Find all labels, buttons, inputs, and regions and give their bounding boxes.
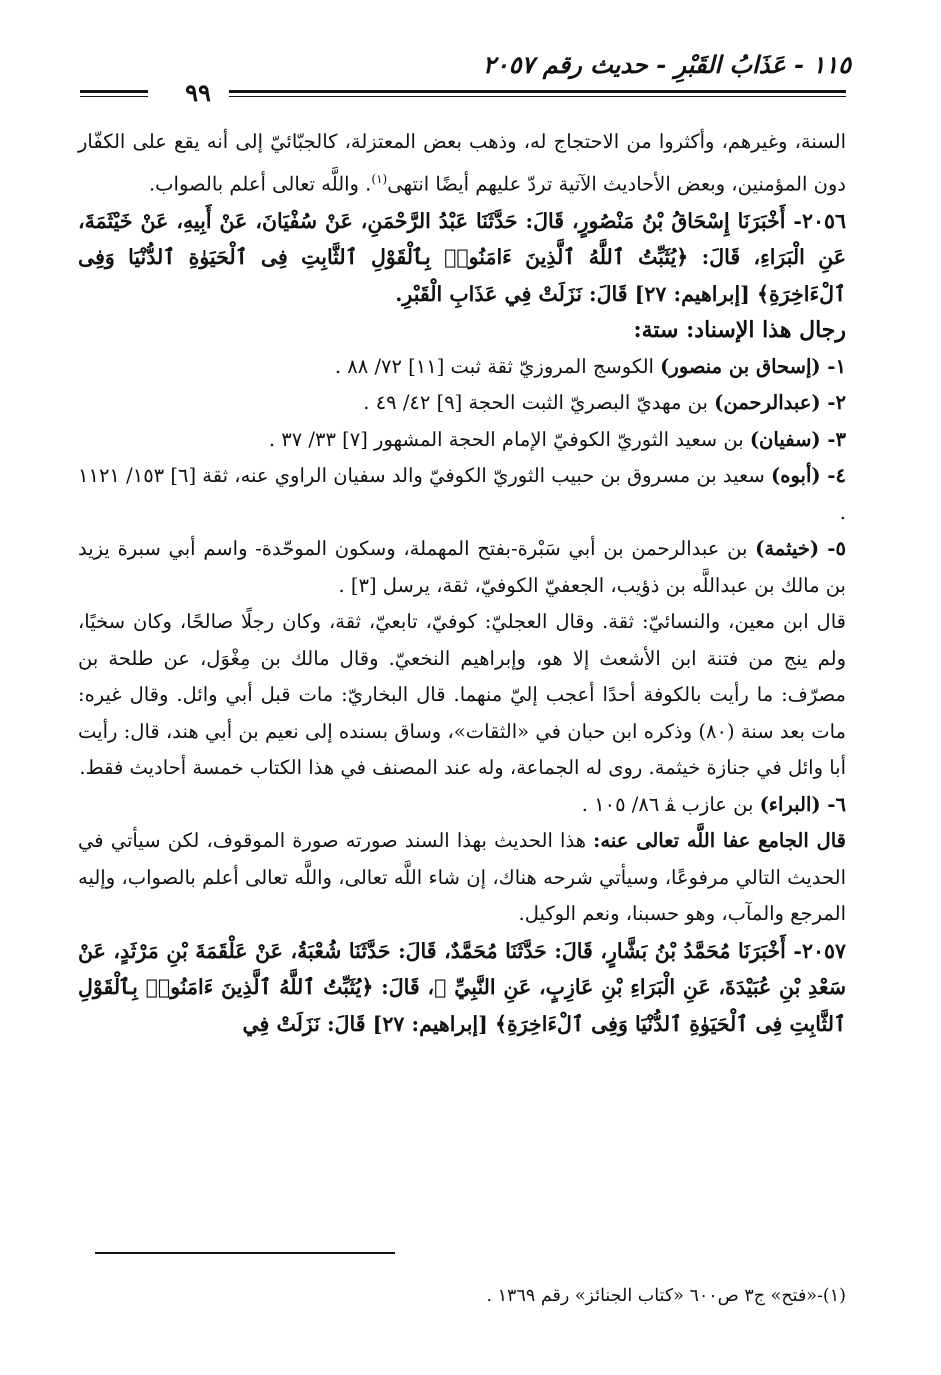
narrator-4-name: ٤- (أبوه) xyxy=(771,464,846,487)
narrator-5 xyxy=(78,531,846,604)
hadith-2056: ٢٠٥٦- أَخْبَرَنَا إِسْحَاقُ بْنُ مَنْصُورٍ، قَالَ: حَدَّثَنَا عَبْدُ الرَّحْمَنِ، عَنْ سُفْيَانَ، عَنْ أَبِيهِ، عَنْ خَيْثَمَةَ، عَنِ الْبَرَاءِ، قَالَ: ﴿يُثَبِّتُ ٱللَّهُ ٱلَّذِينَ ءَامَنُوا۟ بِٱلْقَوْلِ ٱلثَّابِتِ فِى ٱلْحَيَوٰةِ ٱلدُّنْيَا وَفِى ٱلْءَاخِرَةِ﴾ [إبراهيم: ٢٧] قَالَ: نَزَلَتْ فِي عَذَابِ الْقَبْرِ. xyxy=(78,208,846,306)
narrator-5-name: ٥- (خيثمة) xyxy=(755,537,847,560)
header-rule-left-thin xyxy=(80,96,148,97)
narrator-3-name: ٣- (سفيان) xyxy=(749,427,846,451)
narrator-6 xyxy=(78,787,846,824)
narrator-5-details: قال ابن معين، والنسائيّ: ثقة. وقال العجليّ: كوفيّ، تابعيّ، ثقة، وكان رجلًا صالحًا، وكان سخيًا، ولم ينج من فتنة ابن الأشعث إلا هو، وإبراهيم النخعيّ. وقال مالك بن مِغْوَل، عن طلحة بن مصرّف: ما رأيت بالكوفة أحدًا أعجب إليّ منهما. قال البخاريّ: مات قبل أبي وائل. وقال غيره: مات بعد سنة (٨٠) وذكره ابن حبان في «الثقات»، وساق بسنده إلى نعيم بن أبي هند، قال: رأيت أبا وائل في جنازة خيثمة. روى له الجماعة، وله عند المصنف في هذا الكتاب خمسة أحاديث فقط. xyxy=(78,610,846,779)
narrators-heading: رجال هذا الإسناد: ستة: xyxy=(633,317,846,343)
narrator-3-text: بن سعيد الثوريّ الكوفيّ الإمام الحجة المشهور [٧] ٣٣/ ٣٧ . xyxy=(268,427,750,451)
compiler-comment-label: قال الجامع عفا اللَّه تعالى عنه: xyxy=(593,829,846,852)
narrator-3 xyxy=(78,422,846,459)
narrator-2 xyxy=(78,385,846,422)
intro-text: السنة، وغيرهم، وأكثروا من الاحتجاج له، وذهب بعض المعتزلة، كالجبّائيّ إلى أنه يقع على الكفّار دون المؤمنين، وبعض الأحاديث الآتية تردّ عليهم أيضًا انتهى xyxy=(78,130,846,195)
running-header-title: ١١٥ - عَذَابُ القَبْرِ - حديث رقم ٢٠٥٧ xyxy=(482,50,851,79)
hadith-2057: ٢٠٥٧- أَخْبَرَنَا مُحَمَّدُ بْنُ بَشَّارٍ، قَالَ: حَدَّثَنَا مُحَمَّدٌ، قَالَ: حَدَّثَنَا شُعْبَةُ، عَنْ عَلْقَمَةَ بْنِ مَرْثَدٍ، عَنْ سَعْدِ بْنِ عُبَيْدَةَ، عَنِ الْبَرَاءِ بْنِ عَازِبٍ، عَنِ النَّبِيِّ ﷺ، قَالَ: ﴿يُثَبِّتُ ٱللَّهُ ٱلَّذِينَ ءَامَنُوا۟ بِٱلْقَوْلِ ٱلثَّابِتِ فِى ٱلْحَيَوٰةِ ٱلدُّنْيَا وَفِى ٱلْءَاخِرَةِ﴾ [إبراهيم: ٢٧] قَالَ: نَزَلَتْ فِي xyxy=(78,938,846,1036)
narrator-1-name: ١- (إسحاق بن منصور) xyxy=(660,354,846,378)
footnote-rule xyxy=(95,1252,395,1254)
narrator-1 xyxy=(78,349,846,386)
footnote: (١)-«فتح» ج٣ ص٦٠٠ «كتاب الجنائز» رقم ١٣٦٩ . xyxy=(486,1286,846,1306)
narrator-1-text: الكوسج المروزيّ ثقة ثبت [١١] ٧٢/ ٨٨ . xyxy=(334,354,661,378)
intro-paragraph xyxy=(78,124,846,203)
narrator-2-name: ٢- (عبدالرحمن) xyxy=(714,391,846,414)
header-rule xyxy=(229,90,846,93)
compiler-comment-text: هذا الحديث بهذا السند صورته صورة الموقوف، لكن سيأتي في الحديث التالي مرفوعًا، وسيأتي شرحه هناك، إن شاء اللَّه تعالى، واللَّه تعالى أعلم بالصواب، وإليه المرجع والمآب، وهو حسبنا، ونعم الوكيل. xyxy=(78,829,846,925)
narrator-4 xyxy=(78,458,846,531)
narrator-4-text: سعيد بن مسروق بن حبيب الثوريّ الكوفيّ والد سفيان الراوي عنه، ثقة [٦] ١٥٣/ ١١٢١ . xyxy=(78,464,846,524)
narrator-6-name: ٦- (البراء) xyxy=(759,792,846,816)
compiler-comment xyxy=(78,823,846,933)
narrator-2-text: بن مهديّ البصريّ الثبت الحجة [٩] ٤٢/ ٤٩ . xyxy=(363,391,715,414)
intro-end: . واللَّه تعالى أعلم بالصواب. xyxy=(148,172,372,195)
header-rule-thin xyxy=(229,96,846,97)
narrator-5-text: بن عبدالرحمن بن أبي سَبْرة-بفتح المهملة، وسكون الموحّدة- واسم أبي سبرة يزيد بن مالك بن عبداللَّه بن ذؤيب، الجعفيّ الكوفيّ، ثقة، يرسل [٣] . xyxy=(78,537,846,597)
footnote-ref: (١) xyxy=(371,171,388,186)
header-rule-left xyxy=(80,90,148,93)
page-body xyxy=(78,124,846,1042)
page-number: ٩٩ xyxy=(185,78,211,107)
narrator-6-text: بن عازب ﭭ ٨٦/ ١٠٥ . xyxy=(581,792,760,816)
